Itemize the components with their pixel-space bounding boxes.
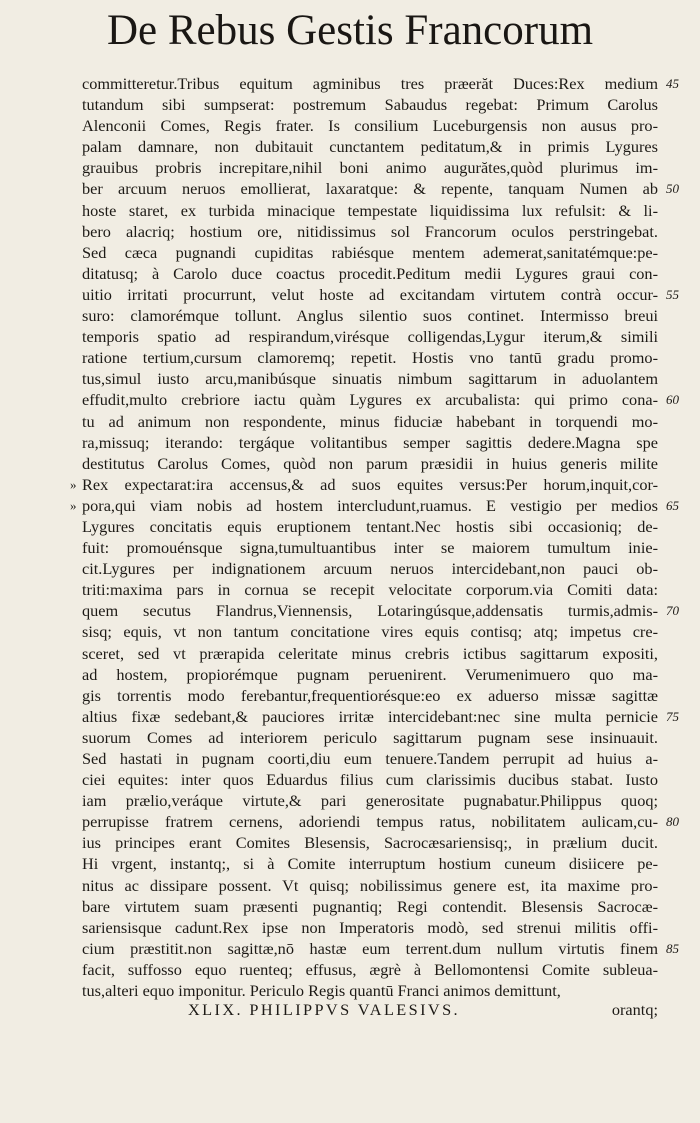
body-text [70,73,679,1001]
line-text: cit.Lygures per indignationem arcuum neruos intercidebant,non pauci ob- [82,559,658,579]
text-line [82,115,658,136]
catchword: orantq; [611,1000,658,1019]
text-line [82,305,658,326]
text-line [82,896,658,917]
quotation-marker: » [70,497,77,513]
line-text: uitio irritati procurrunt, velut hoste ad excitandam virtutem contrà occur- [82,284,658,304]
text-line [82,769,658,790]
line-text: quem secutus Flandrus,Viennensis, Lotaringúsque,addensatis turmis,admis- [82,601,658,621]
line-text: temporis spatio ad respirandum,virésque colligendas,Lygur iterum,& simili [82,327,658,347]
line-text: sariensisque cadunt.Rex ipse non Imperatoris modò, sed strenui militis offi- [82,917,658,937]
line-text: tutandum sibi sumpserat: postremum Sabaudus regebat: Primum Carolus [82,95,658,115]
line-text: Rex expectarat:ira accensus,& ad suos equites versus:Per horum,inquit,cor- [82,474,658,494]
text-line [82,432,658,453]
line-text: ber arcuum neruos emollierat, laxaratque: & repente, tanquam Numen ab [82,179,658,199]
line-text: triti:maxima pars in cornua se recepit velocitate corporum.via Comiti data: [82,580,658,600]
line-text: ratione tertium,cursum clamoremq; repetit. Hostis vno tantū gradu promo- [82,348,658,368]
text-line [82,706,679,727]
line-text: perrupisse fratrem cernens, adoriendi tempus ratus, nobilitatem aulicam,cu- [82,812,658,832]
text-line [82,411,658,432]
line-text: ditatusq; à Carolo duce coactus procedit.Peditum medii Lygures graui con- [82,263,658,283]
text-line [82,558,658,579]
line-number: 80 [666,814,679,830]
text-line [82,242,658,263]
line-text: Sed hastati in pugnam coorti,diu eum tenuere.Tandem perrupit ad huius a- [82,749,658,768]
text-line [82,178,679,199]
page-header-title: De Rebus Gestis Francorum [106,7,594,54]
line-number: 45 [666,76,679,91]
line-text: Alenconii Comes, Regis frater. Is consilium Luceburgensis non ausus pro- [82,116,658,136]
text-line [82,94,658,115]
text-line [82,727,658,748]
line-text: fuit: promouénsque signa,tumultuantibus inter se maiorem tumultum inie- [82,538,658,558]
text-line [82,157,658,178]
line-number: 65 [666,497,679,513]
quotation-marker: » [70,476,77,492]
line-text: grauibus probris increpitare,nihil boni animo augurătes,quòd plurimus im- [82,158,658,178]
text-line [82,368,658,389]
line-text: ciei equites: inter quos Eduardus filius cum clarissimis ducibus stabat. Iusto [82,770,658,790]
text-line [82,221,658,242]
text-line [82,621,658,642]
text-line [82,263,658,284]
line-text: destitutus Carolus Comes, quòd non parum præsidii in huius generis milite [82,453,658,473]
line-text: sceret, sed vt prærapida celeritate minus crebris ictibus sagittarum expositi, [82,643,658,663]
text-line [82,685,658,706]
line-text: Sed cæca pugnandi cupiditas rabiésque mentem ademerat,sanitatémque:pe- [82,242,658,262]
line-number: 85 [666,940,679,956]
line-text: tu ad animum non respondente, minus fiduciæ habebant in torquendi mo- [82,411,658,431]
page-footer [82,1000,658,1024]
line-number: 75 [666,708,679,724]
line-text: cium præstitit.non sagittæ,nō hastæ eum terrent.dum nullum virtutis finem [82,938,658,958]
line-text: suorum Comes ad interiorem periculo sagittarum pugnam sese insinuauit. [82,727,658,747]
line-text: tus,alteri equo imponitur. Periculo Regis quantū Franci animos demittunt, [82,981,561,1001]
line-text: hoste staret, ex turbida minacique tempestate liquidissima lux refulsit: & li- [82,200,658,220]
text-line [82,326,658,347]
text-line [82,537,658,558]
text-line [82,347,658,368]
text-line [82,832,658,853]
line-number: 70 [666,603,679,619]
text-line [70,495,679,516]
text-line [82,73,679,94]
line-text: effudit,multo crebriore iactu quàm Lygures ex arcubalista: qui primo cona- [82,390,658,410]
line-text: ra,missuq; iterando: tergáque volitantibus semper sagittis dedere.Magna spe [82,432,658,452]
line-text: pora,qui viam nobis ad hostem intercludunt,ruamus. E vestigio per medios [82,495,658,515]
text-line [82,600,679,621]
line-text: altius fixæ sedebant,& pauciores irritæ intercidebant:nec sine multa pernicie [82,706,658,726]
text-line [82,917,658,938]
line-text: gis torrentis modo ferebantur,frequentiorésque:eo ex aduerso missæ sagittæ [82,685,658,705]
text-line [70,474,658,495]
line-number: 60 [666,392,679,408]
text-line [82,980,658,1001]
text-line [82,389,679,410]
line-text: nitus ac dissipare possent. Vt quisq; nobilissimus genere est, ita maxime pro- [82,875,658,895]
text-line [82,579,658,600]
line-text: Lygures concitatis equis eruptionem tentant.Nec hostis sibi occasioniq; de- [82,516,658,536]
text-line [82,811,679,832]
line-text: bare virtutem suam præsenti pugnantiq; Regi contendit. Blesensis Sacrocæ- [82,896,658,916]
line-text: ad hostem, propiorémque pugnam peruenirent. Verumenimuero quo ma- [82,664,658,684]
line-number: 50 [666,181,679,197]
text-line [82,664,658,685]
line-text: suro: clamorémque tollunt. Anglus silentio suos continet. Intermisso breui [82,306,658,326]
line-text: sisq; equis, vt non tantum concitatione vires equis contisq; atq; impetus cre- [82,622,658,642]
text-line [82,643,658,664]
line-text: tus,simul iusto arcu,manibúsque sinuatis nimbum sagittarum in aduolantem [82,369,658,389]
text-line [82,938,679,959]
text-line [82,516,658,537]
line-text: palam damnare, non dubitauit cunctantem peditatum,& in primis Lygures [82,137,658,157]
text-line [82,200,658,221]
line-text: iam prælio,veráque virtute,& pari generositate pugnabatur.Philippus quoq; [82,791,658,811]
text-line [82,284,679,305]
line-text: committeretur.Tribus equitum agminibus tres præerăt Duces:Rex medium [82,74,658,93]
text-line [82,853,658,874]
text-line [82,959,658,980]
text-line [82,748,658,769]
line-text: Hi vrgent, instantq;, si à Comite interruptum hostium cuneum disiicere pe- [82,854,658,874]
line-text: bero alacriq; hostium ore, nitidissimus sol Francorum oculos perstringebat. [82,221,658,241]
line-text: facit, suffosso equo ruenteq; effusus, ægrè à Bellomontensi Comite subleua- [82,959,658,979]
text-line [82,136,658,157]
text-line [82,790,658,811]
line-text: ius principes erant Comites Blesensis, Sacrocæsariensisq;, in prælium ducit. [82,833,658,853]
text-line [82,453,658,474]
line-number: 55 [666,286,679,302]
text-line [82,875,658,896]
running-title: XLIX. PHILIPPVS VALESIVS. [188,1000,460,1019]
